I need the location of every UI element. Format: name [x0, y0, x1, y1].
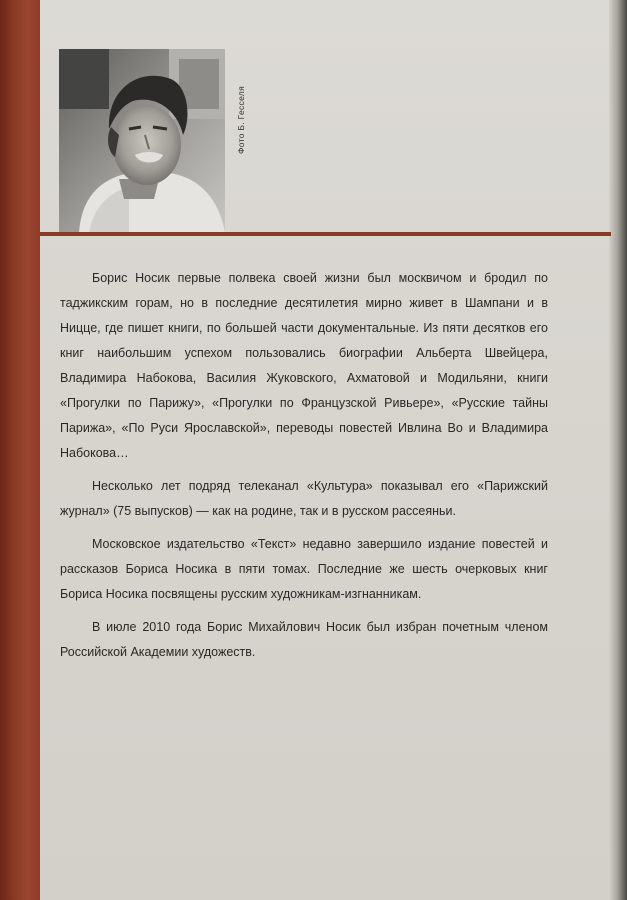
- author-bio: [60, 266, 548, 673]
- bio-paragraph-1: Борис Носик первые полвека своей жизни был москвичом и бродил по таджикским горам, но в последние десятилетия мирно живет в Шампани и в Ницце, где пишет книги, по большей части документальные. Из пяти десятков его книг наибольшим успехом пользовались биографии Альберта Швейцера, Владимира Набокова, Василия Жуковского, Ахматовой и Модильяни, книги «Прогулки по Парижу», «Прогулки по Французской Ривьере», «Русские тайны Парижа», «По Руси Ярославской», переводы повестей Ивлина Во и Владимира Набокова…: [60, 271, 548, 460]
- bio-paragraph-2: Несколько лет подряд телеканал «Культура» показывал его «Парижский журнал» (75 выпусков) — как на родине, так и в русском рассеяньи.: [60, 479, 548, 518]
- bio-paragraph-3: Московское издательство «Текст» недавно завершило издание повестей и рассказов Бориса Носика в пяти томах. Последние же шесть очерковых книг Бориса Носика посвящены русским художникам-изгнанникам.: [60, 537, 548, 601]
- page-edge: [609, 0, 627, 900]
- author-photo: [59, 49, 225, 233]
- divider-rule: [40, 232, 611, 236]
- spine-strip: [0, 0, 40, 900]
- bio-paragraph-4: В июле 2010 года Борис Михайлович Носик был избран почетным членом Российской Академии художеств.: [60, 620, 548, 659]
- photo-credit: Фото Б. Гесселя: [236, 86, 246, 154]
